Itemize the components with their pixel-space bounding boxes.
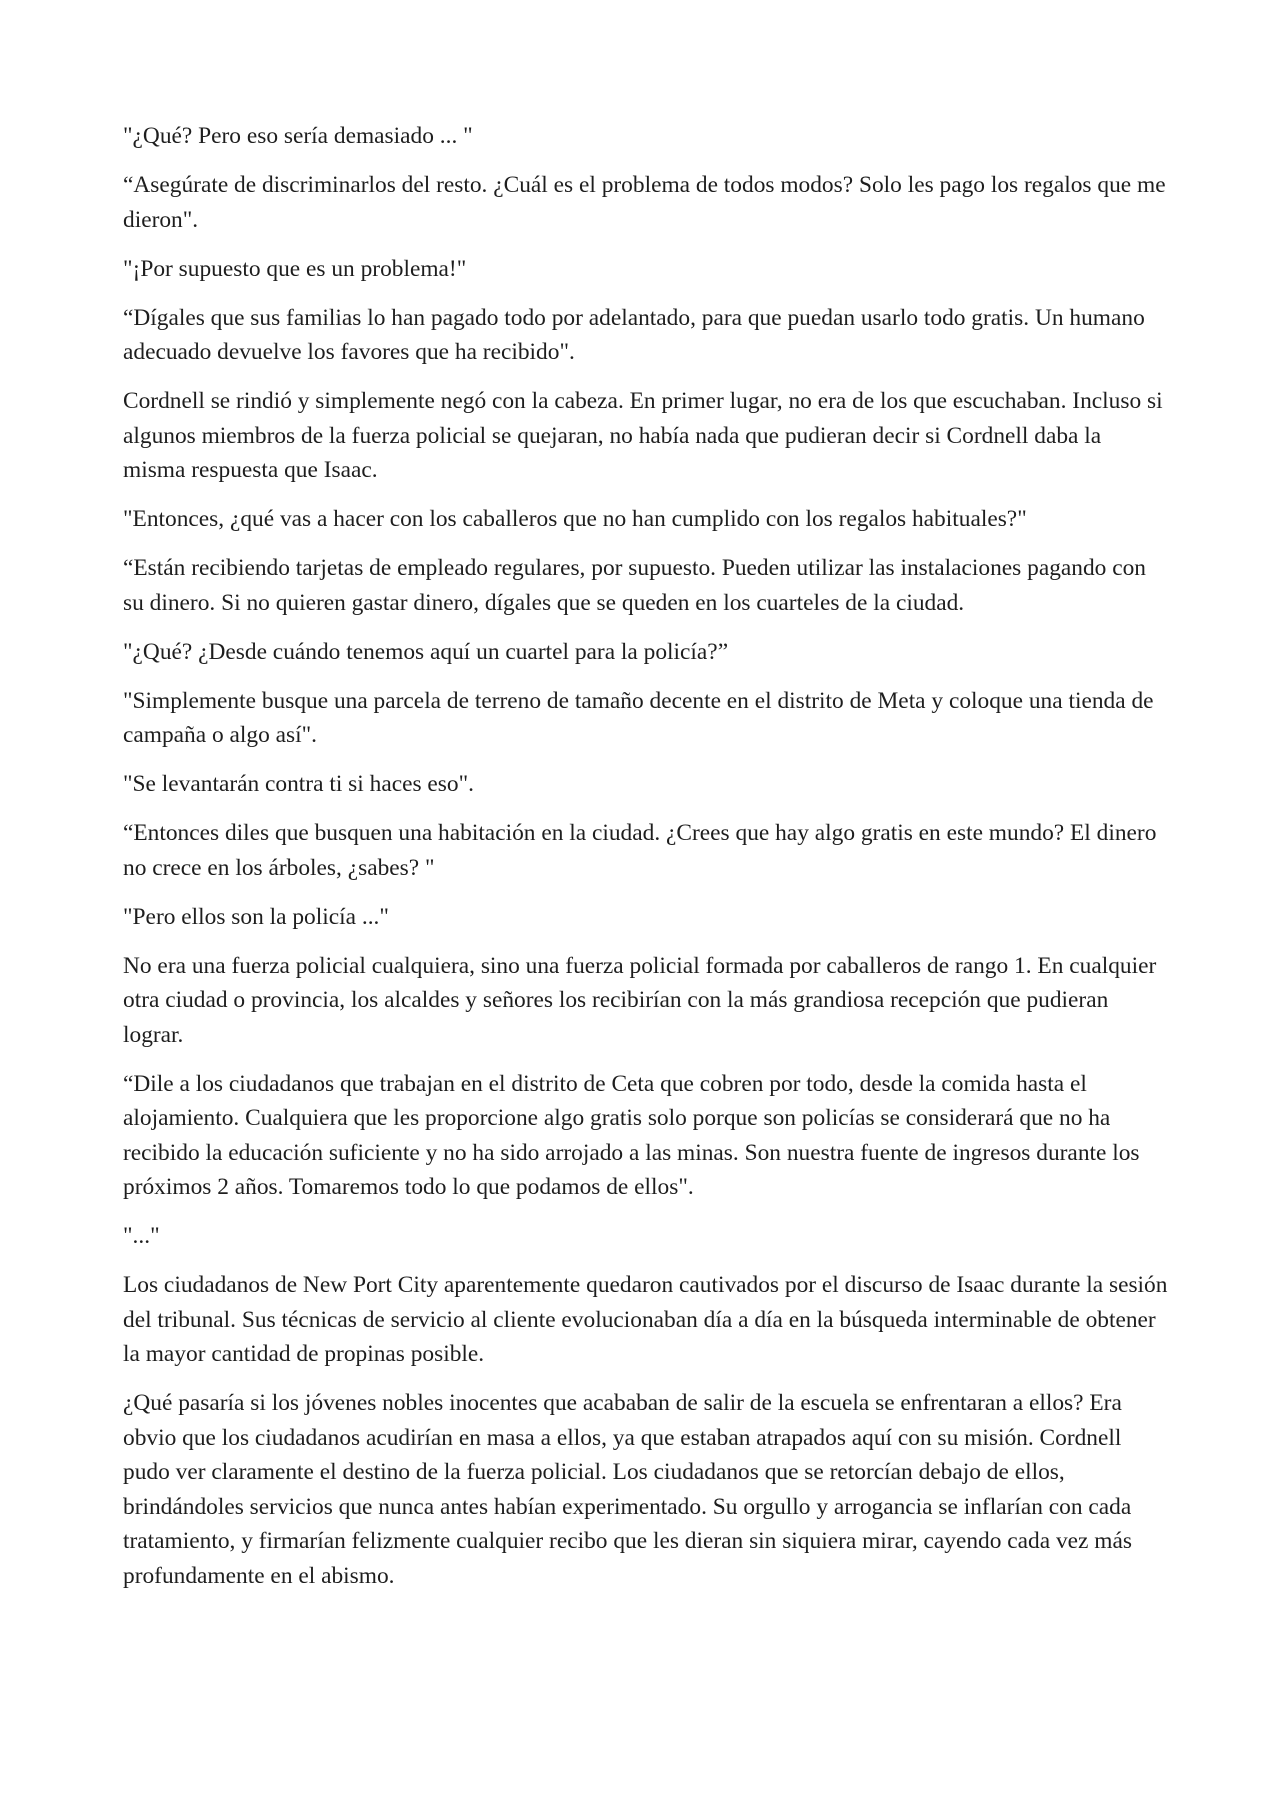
- paragraph: "¡Por supuesto que es un problema!": [123, 255, 467, 282]
- paragraph: “Entonces diles que busquen una habitación en la ciudad. ¿Crees que hay algo gratis en este mundo? El dinero no crece en los árboles, ¿sabes? ": [123, 820, 1157, 881]
- paragraph: "Se levantarán contra ti si haces eso".: [123, 771, 474, 797]
- paragraph: "...": [123, 1223, 160, 1249]
- paragraph: “Están recibiendo tarjetas de empleado regulares, por supuesto. Pueden utilizar las instalaciones pagando con su dinero. Si no quieren gastar dinero, dígales que se queden en los cuarteles de la ciudad.: [123, 555, 1146, 616]
- paragraph: ¿Qué pasaría si los jóvenes nobles inocentes que acababan de salir de la escuela se enfrentaran a ellos? Era obvio que los ciudadanos acudirían en masa a ellos, ya que estaban atrapados aquí con su misión. Cordnell pudo ver claramente el destino de la fuerza policial. Los ciudadanos que se retorcían debajo de ellos, brindándoles servicios que nunca antes habían experimentado. Su orgullo y arrogancia se inflarían con cada tratamiento, y firmarían felizmente cualquier recibo que les dieran sin siquiera mirar, cayendo cada vez más profundamente en el abismo.: [123, 1390, 1132, 1589]
- paragraph: "Entonces, ¿qué vas a hacer con los caballeros que no han cumplido con los regalos habituales?": [123, 506, 1027, 532]
- paragraph: Los ciudadanos de New Port City aparentemente quedaron cautivados por el discurso de Isaac durante la sesión del tribunal. Sus técnicas de servicio al cliente evolucionaban día a día en la búsqueda interminable de obtener la mayor cantidad de propinas posible.: [123, 1272, 1168, 1367]
- paragraph: No era una fuerza policial cualquiera, sino una fuerza policial formada por caballeros de rango 1. En cualquier otra ciudad o provincia, los alcaldes y señores los recibirían con la más grandiosa recepción que pudieran lograr.: [123, 952, 1157, 1048]
- paragraph: “Dile a los ciudadanos que trabajan en el distrito de Ceta que cobren por todo, desde la comida hasta el alojamiento. Cualquiera que les proporcione algo gratis solo porque son policías se considerará que no ha recibido la educación suficiente y no ha sido arrojado a las minas. Son nuestra fuente de ingresos durante los próximos 2 años. Tomaremos todo lo que podamos de ellos".: [123, 1070, 1140, 1200]
- paragraph: "Simplemente busque una parcela de terreno de tamaño decente en el distrito de Meta y coloque una tienda de campaña o algo así".: [123, 687, 1154, 748]
- paragraph: Cordnell se rindió y simplemente negó con la cabeza. En primer lugar, no era de los que escuchaban. Incluso si algunos miembros de la fuerza policial se quejaran, no había nada que pudieran decir si Cordnell daba la misma respuesta que Isaac.: [123, 388, 1163, 483]
- paragraph: "Pero ellos son la policía ...": [123, 903, 389, 930]
- paragraph: “Dígales que sus familias lo han pagado todo por adelantado, para que puedan usarlo todo gratis. Un humano adecuado devuelve los favores que ha recibido".: [123, 304, 1145, 365]
- paragraph: "¿Qué? Pero eso sería demasiado ... ": [123, 123, 473, 149]
- paragraph: “Asegúrate de discriminarlos del resto. ¿Cuál es el problema de todos modos? Solo les pago los regalos que me dieron".: [123, 172, 1166, 233]
- document-body: [123, 119, 1168, 1608]
- paragraph: "¿Qué? ¿Desde cuándo tenemos aquí un cuartel para la policía?”: [123, 638, 729, 665]
